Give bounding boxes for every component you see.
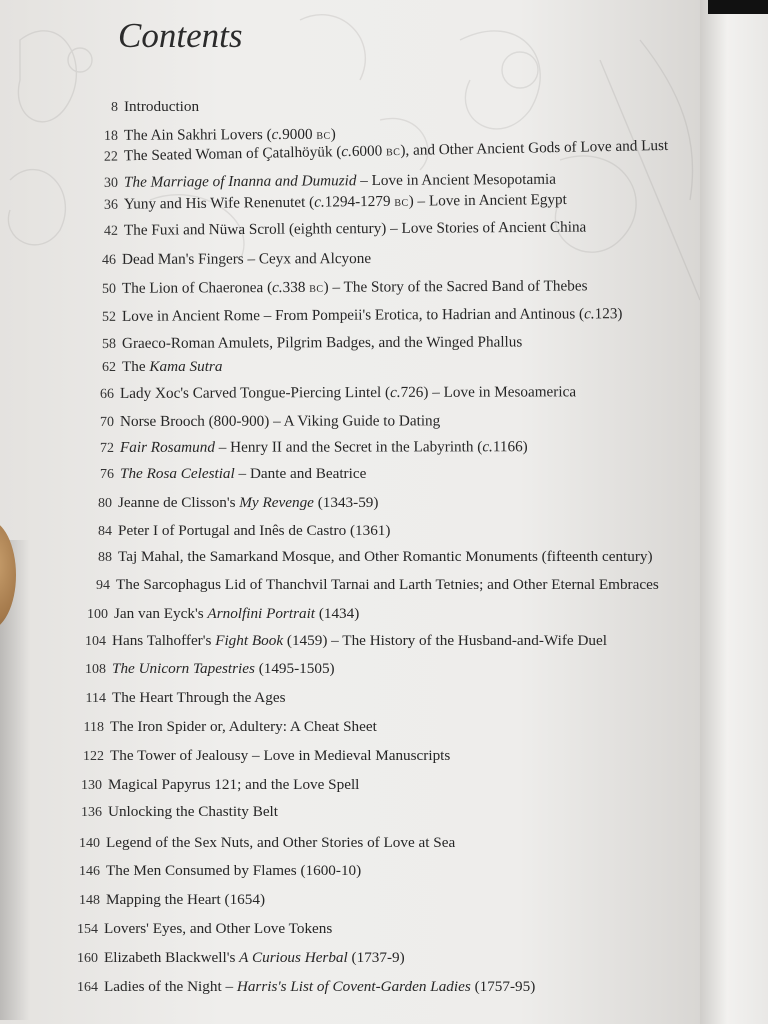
toc-entry [70, 978, 535, 997]
toc-entry [88, 277, 588, 300]
toc-entry-text: BC [316, 130, 331, 142]
toc-entry-text: 1166) [492, 438, 528, 456]
toc-entry-text: Yuny and His Wife Renenutet ( [123, 193, 315, 213]
toc-entry-text: Graeco-Roman Amulets, Pilgrim Badges, and the Winged Phallus [121, 333, 523, 352]
toc-entry-text: 123) [594, 305, 623, 323]
toc-entry [78, 632, 607, 651]
toc-entry-text: The Ain Sakhri Lovers ( [123, 126, 272, 144]
toc-entry [84, 548, 653, 567]
toc-entry [88, 333, 522, 354]
toc-entry-text: The Unicorn Tapestries [112, 660, 255, 677]
toc-entry-text: c. [272, 278, 283, 297]
toc-entry-text: Harris's List of Covent-Garden Ladies [236, 978, 471, 995]
toc-entry-text: (1343-59) [313, 494, 379, 511]
toc-entry-text: Taj Mahal, the Samarkand Mosque, and Other Romantic Monuments (fifteenth century) [118, 548, 653, 565]
toc-entry-text: c. [271, 125, 283, 144]
toc-page-number: 46 [101, 252, 117, 268]
toc-page-number: 52 [101, 309, 117, 325]
toc-entry-text: The Marriage of Inanna and Dumuzid [123, 172, 357, 191]
toc-entry-text: BC [394, 197, 409, 209]
toc-page-number: 108 [85, 662, 106, 677]
toc-entry-text: ) [330, 125, 336, 143]
toc-page-number: 18 [103, 128, 119, 144]
toc-page-number: 42 [103, 223, 119, 239]
toc-entry [72, 891, 265, 910]
toc-page-number: 100 [87, 607, 108, 622]
toc-entry-text: (1495-1505) [254, 660, 335, 677]
toc-entry-text: Ladies of the Night – [104, 978, 237, 995]
toc-entry-text: ) – Love in Ancient Egypt [408, 191, 567, 210]
toc-page-number: 58 [101, 336, 117, 352]
toc-page-number: 22 [103, 149, 119, 165]
toc-entry-text: ) – The Story of the Sacred Band of Thebes [323, 277, 588, 296]
toc-entry-text: Kama Sutra [149, 358, 223, 375]
toc-entry-text: c. [314, 193, 325, 211]
toc-page-number: 122 [83, 749, 104, 764]
toc-entry-text: The Rosa Celestial [120, 465, 235, 482]
toc-entry [70, 920, 332, 939]
toc-page-number: 76 [100, 467, 114, 482]
toc-entry-text: BC [309, 283, 324, 295]
toc-page-number: 36 [103, 197, 119, 213]
toc-entry [84, 522, 390, 541]
toc-entry-text: Dead Man's Fingers – Ceyx and Alcyone [121, 250, 372, 268]
toc-entry-text: BC [385, 147, 401, 159]
toc-page-number: 146 [79, 864, 100, 879]
toc-entry [80, 605, 359, 624]
toc-entry [86, 438, 528, 458]
toc-entry-text: The Tower of Jealousy – Love in Medieval Manuscripts [110, 747, 451, 764]
toc-entry-text: The Men Consumed by Flames (1600-10) [106, 862, 362, 879]
toc-entry-text: Jeanne de Clisson's [118, 494, 240, 511]
toc-entry [86, 465, 366, 484]
toc-page-number: 8 [111, 100, 118, 115]
toc-entry [74, 776, 359, 795]
toc-entry [72, 834, 455, 853]
toc-entry [90, 191, 567, 216]
toc-page-number: 88 [98, 550, 112, 565]
toc-entry-text: The Seated Woman of Çatalhöyük ( [123, 143, 342, 165]
toc-entry-text: The Fuxi and Nüwa Scroll (eighth century) – Love Stories of Ancient China [123, 218, 587, 239]
toc-page-number: 50 [101, 281, 117, 297]
toc-entry-text: The Heart Through the Ages [112, 689, 286, 706]
toc-entry [88, 250, 371, 270]
toc-entry-text: – Dante and Beatrice [234, 465, 367, 482]
toc-entry-text: Hans Talhoffer's [112, 632, 216, 649]
toc-page-number: 148 [79, 893, 100, 908]
toc-page-number: 114 [85, 691, 106, 706]
toc-entry [76, 718, 377, 737]
toc-entry [86, 412, 440, 432]
toc-page-number: 94 [96, 578, 110, 593]
toc-entry [72, 862, 361, 881]
toc-entry-text: Peter I of Portugal and Inês de Castro (1361) [118, 522, 391, 539]
toc-entry [86, 383, 576, 404]
toc-entry-text: Norse Brooch (800-900) – A Viking Guide to Dating [119, 412, 441, 430]
toc-entry-text: Legend of the Sex Nuts, and Other Stories of Love at Sea [106, 834, 456, 851]
toc-entry [78, 660, 335, 679]
toc-entry-text: 9000 [282, 125, 317, 143]
toc-entry-text: (1737-9) [347, 949, 405, 966]
toc-entry-text: The Lion of Chaeronea ( [121, 279, 273, 297]
toc-page-number: 66 [99, 386, 115, 402]
toc-page-number: 80 [98, 496, 112, 511]
toc-page-number: 30 [103, 175, 119, 191]
toc-entry-text: Lovers' Eyes, and Other Love Tokens [104, 920, 333, 937]
toc-page-number: 164 [77, 980, 98, 995]
toc-entry [90, 219, 586, 241]
toc-page-number: 130 [81, 778, 102, 793]
toc-entry-text: Elizabeth Blackwell's [104, 949, 240, 966]
toc-page-number: 160 [77, 951, 98, 966]
toc-page-number: 62 [102, 360, 116, 375]
toc-entry-text: c. [482, 438, 493, 456]
toc-entry-text: 1294-1279 [324, 192, 395, 211]
toc-page-number: 84 [98, 524, 112, 539]
toc-entry [82, 576, 659, 595]
toc-entry [70, 949, 405, 968]
toc-entry-text: Jan van Eyck's [114, 605, 208, 622]
toc-entry-text: (1757-95) [470, 978, 536, 995]
toc-entry-text: Introduction [124, 98, 200, 115]
toc-page-number: 104 [85, 634, 106, 649]
toc-entry-text: 338 [282, 278, 310, 296]
toc-entry-text: (1434) [315, 605, 360, 622]
toc-page-number: 140 [79, 836, 100, 851]
toc-entry-text: – Love in Ancient Mesopotamia [356, 170, 557, 190]
toc-entry-text: The Sarcophagus Lid of Thanchvil Tarnai and Larth Tetnies; and Other Eternal Embraces [116, 576, 659, 593]
toc-page-number: 154 [77, 922, 98, 937]
toc-entry [90, 171, 556, 193]
toc-entry-text: 6000 [351, 142, 387, 160]
toc-entry-text: Mapping the Heart (1654) [106, 891, 266, 908]
toc-entry-text: Love in Ancient Rome – From Pompeii's Erotica, to Hadrian and Antinous ( [121, 305, 585, 325]
toc-page-number: 70 [99, 414, 115, 430]
toc-page-number: 72 [99, 440, 115, 456]
toc-entry-text: Fight Book [215, 632, 284, 649]
toc-entry-text: A Curious Herbal [239, 949, 348, 966]
toc-entry-text: Arnolfini Portrait [207, 605, 316, 622]
toc-entry-text: c. [584, 305, 595, 323]
toc-entry-text: c. [390, 383, 401, 401]
toc-page-number: 118 [83, 720, 104, 735]
toc-entry [88, 305, 623, 327]
toc-entry-text: Fair Rosamund [119, 438, 215, 456]
toc-entry-text: The [122, 358, 150, 375]
toc-entry-text: (1459) – The History of the Husband-and-Wife Duel [283, 632, 607, 649]
toc-entry-text: The Iron Spider or, Adultery: A Cheat Sheet [110, 718, 377, 735]
toc-entry [84, 494, 378, 513]
toc-entry-text: 726) – Love in Mesoamerica [400, 383, 577, 401]
toc-entry-text: Unlocking the Chastity Belt [108, 803, 278, 820]
toc-entry [88, 358, 222, 377]
toc-entry-text: ), and Other Ancient Gods of Love and Lust [400, 136, 669, 160]
toc-entry-text: c. [341, 142, 353, 161]
toc-entry [76, 747, 450, 766]
toc-page-number: 136 [81, 805, 102, 820]
toc-entry-text: Lady Xoc's Carved Tongue-Piercing Lintel ( [119, 383, 391, 402]
toc-entry [78, 689, 285, 708]
toc-entry-text: – Henry II and the Secret in the Labyrinth ( [214, 438, 483, 456]
toc-entry-text: Magical Papyrus 121; and the Love Spell [108, 776, 360, 793]
page-title: Contents [118, 16, 243, 55]
toc-entry [90, 98, 199, 117]
toc-entry-text: My Revenge [239, 494, 314, 511]
toc-entry [74, 803, 278, 822]
